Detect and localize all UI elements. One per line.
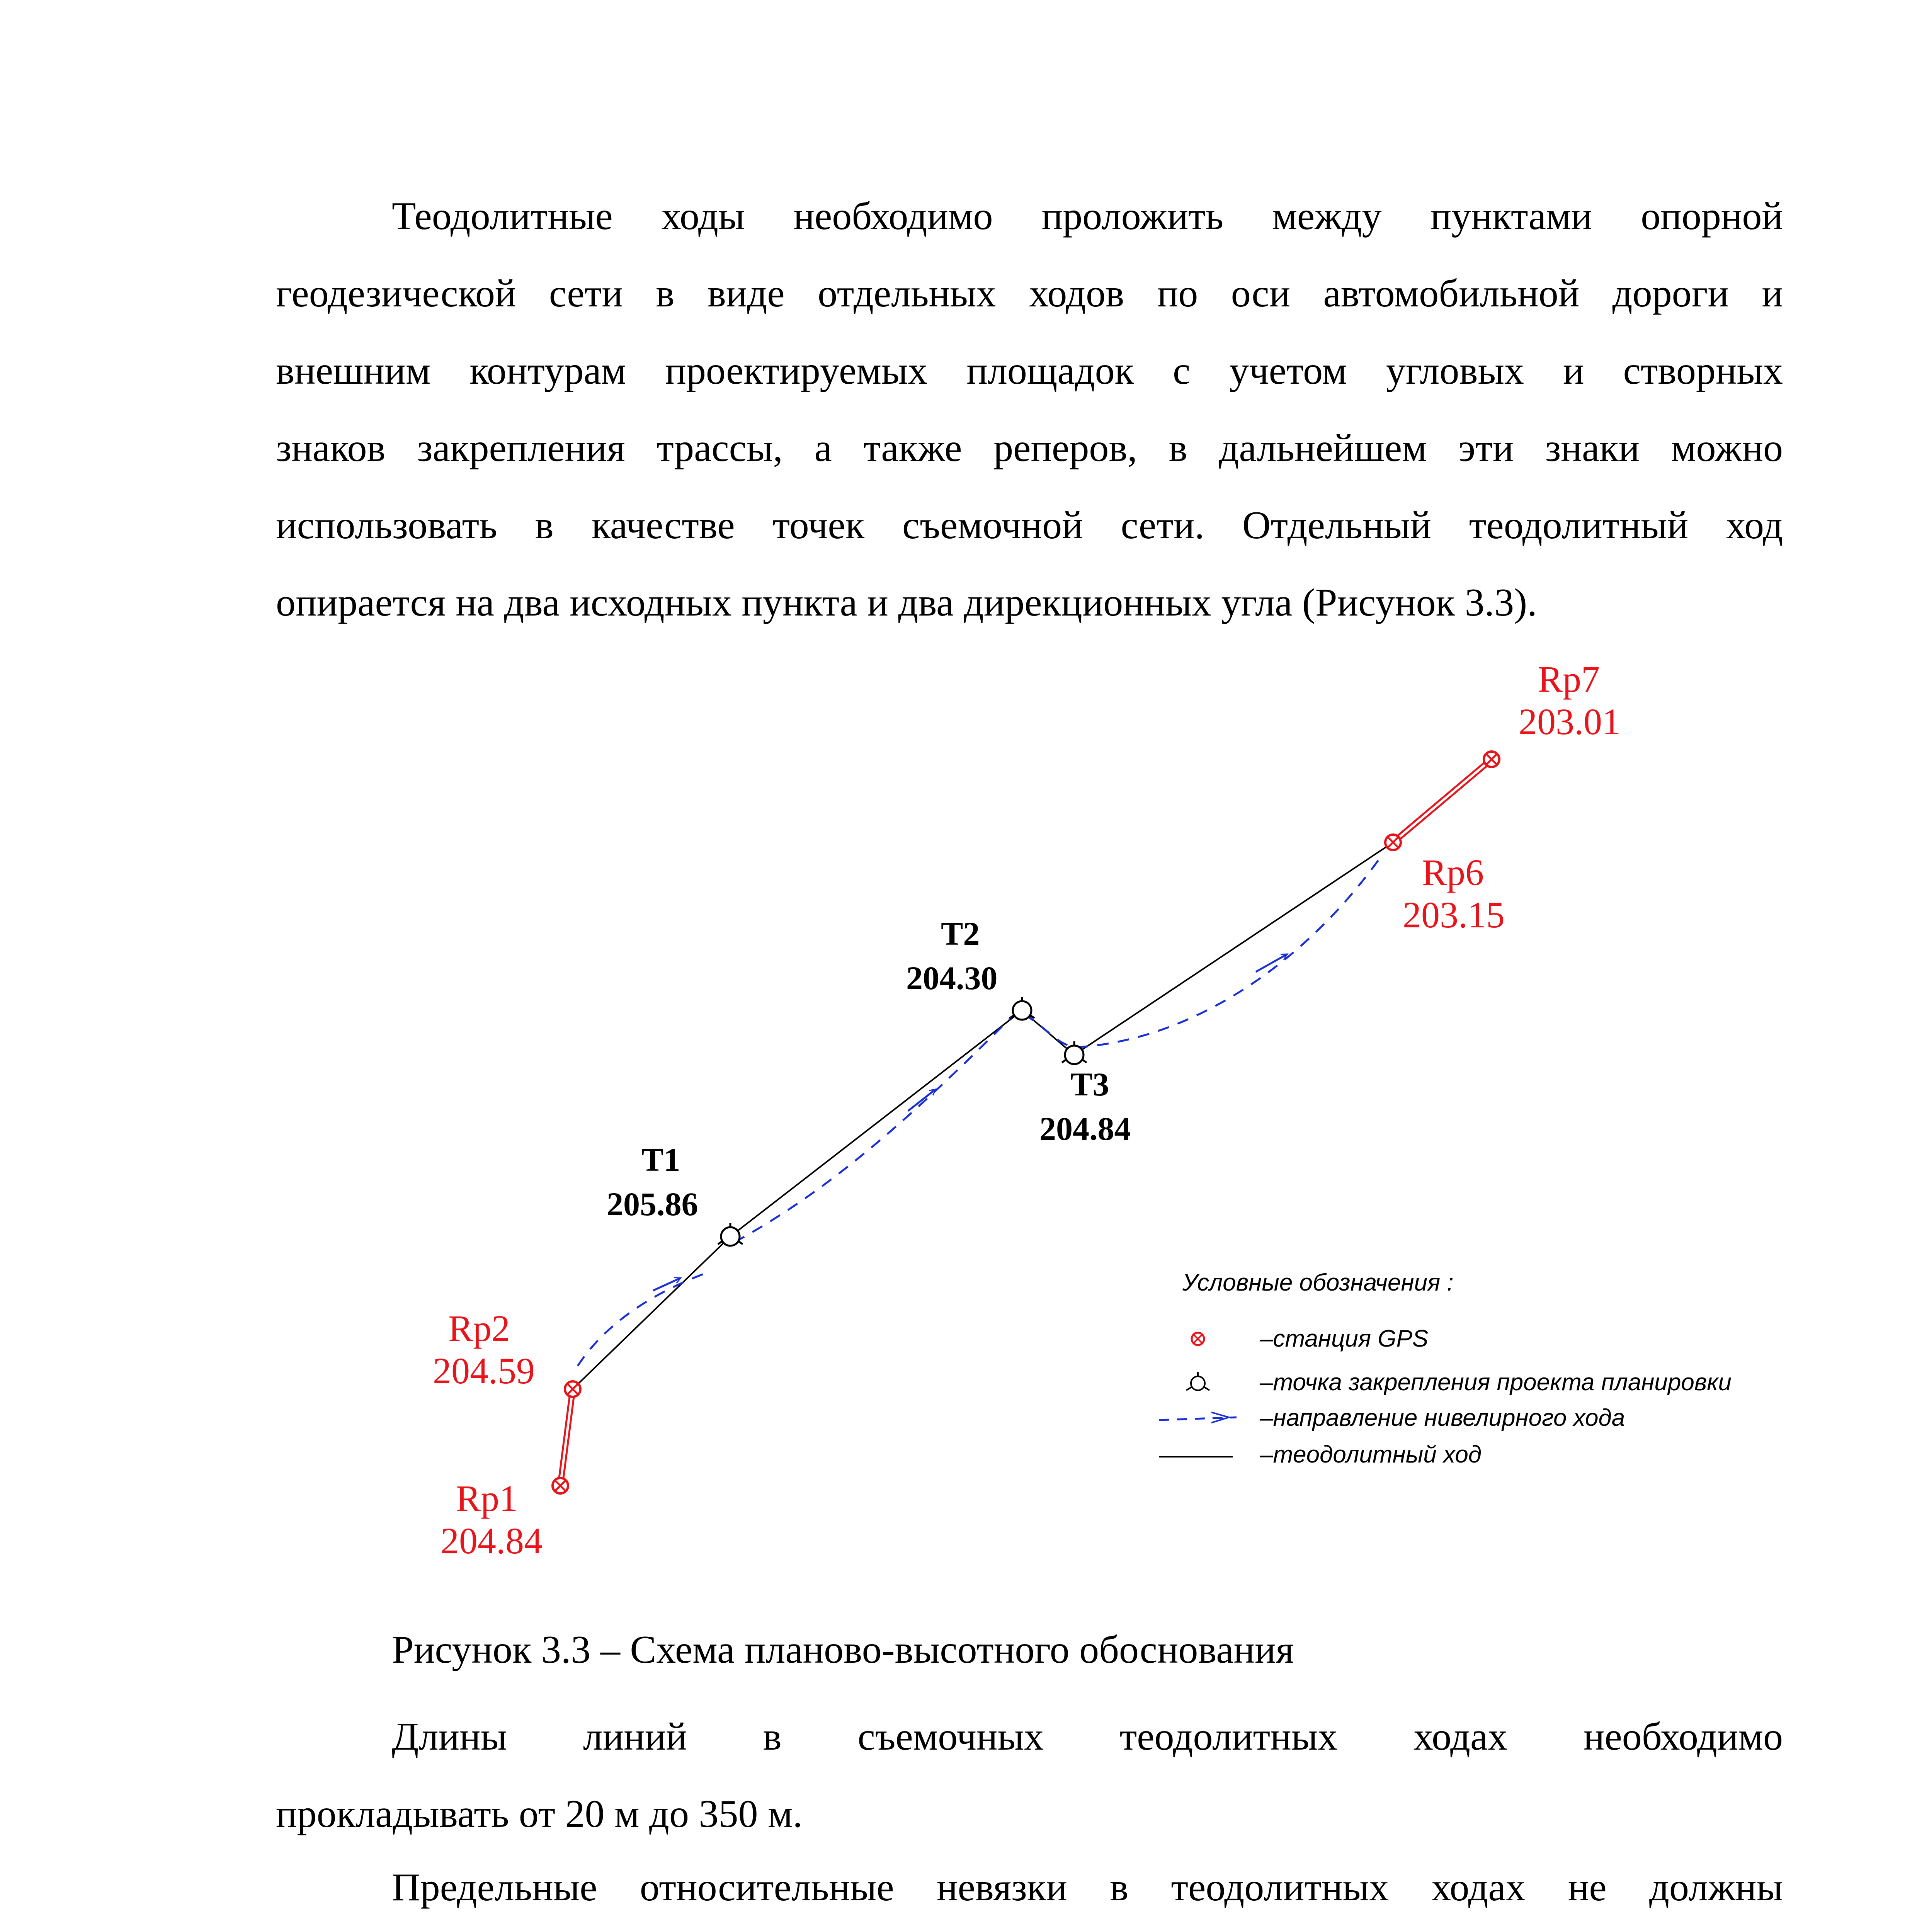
anchor-point-icon <box>718 1223 743 1246</box>
anchor-point-icon <box>1186 1372 1209 1390</box>
survey-scheme-svg <box>425 657 1778 1577</box>
text-line: геодезической сети в виде отдельных ходов по оси автомобильной дороги и <box>276 272 1783 315</box>
text-line: использовать в качестве точек съемочной сети. Отдельный теодолитный ход <box>276 503 1783 547</box>
theodolite-traverse-line <box>573 842 1393 1389</box>
leveling-route-segment-3 <box>1024 856 1381 1047</box>
point-label-rp6-name: Rp6 <box>1422 852 1484 893</box>
dashed-arrow-icon <box>1159 1412 1237 1423</box>
text-line: Длины линий в съемочных теодолитных ходах необходимо <box>392 1715 1783 1759</box>
point-label-rp2-name: Rp2 <box>448 1308 510 1349</box>
point-label-t2-name: T2 <box>941 915 980 952</box>
legend-item-leveling: –направление нивелирного хода <box>1260 1405 1625 1431</box>
text-line: прокладывать от 20 м до 350 м. <box>276 1792 803 1836</box>
point-label-t3-name: T3 <box>1070 1066 1109 1103</box>
point-label-rp1-elevation: 204.84 <box>441 1520 543 1561</box>
gps-station-icon <box>553 1478 568 1493</box>
point-label-rp6-elevation: 203.15 <box>1403 894 1505 935</box>
legend-item-gps: –станция GPS <box>1260 1325 1429 1352</box>
point-label-rp2-elevation: 204.59 <box>433 1350 535 1391</box>
gps-station-icon <box>1192 1333 1204 1345</box>
leveling-arrow <box>908 1090 935 1111</box>
text-line: внешним контурам проектируемых площадок с учетом угловых и створных <box>276 349 1783 393</box>
gps-station-icon <box>565 1381 580 1397</box>
text-line <box>276 1926 1783 1932</box>
point-label-t1-elevation: 205.86 <box>607 1185 698 1223</box>
point-label-t3-elevation: 204.84 <box>1039 1110 1131 1147</box>
survey-scheme-figure <box>425 657 1778 1577</box>
gps-station-icon <box>1484 752 1499 767</box>
text-line: знаков закрепления трассы, а также реперов, в дальнейшем эти знаки можно <box>276 426 1783 470</box>
leveling-route-segment-1 <box>578 1271 711 1366</box>
gps-baseline-rp1-rp2 <box>560 1389 573 1486</box>
point-label-t2-elevation: 204.30 <box>906 959 998 997</box>
gps-station-icon <box>1385 835 1401 850</box>
legend-item-anchor: –точка закрепления проекта планировки <box>1260 1369 1732 1396</box>
point-label-rp7-name: Rp7 <box>1538 658 1600 700</box>
text-line: Предельные относительные невязки в теодолитных ходах не должны <box>392 1866 1783 1909</box>
point-label-rp7-elevation: 203.01 <box>1519 701 1621 742</box>
legend-title: Условные обозначения : <box>1182 1269 1454 1296</box>
point-label-t1-name: T1 <box>641 1141 680 1178</box>
paragraph-line-lengths <box>276 1698 1783 1853</box>
paragraph-tolerances <box>276 1849 1783 1932</box>
paragraph-intro <box>276 178 1783 641</box>
anchor-point-icon <box>1010 997 1034 1020</box>
gps-baseline-rp6-rp7 <box>1393 759 1492 842</box>
figure-caption: Рисунок 3.3 – Схема планово-высотного обоснования <box>392 1628 1294 1672</box>
legend-item-traverse: –теодолитный ход <box>1260 1441 1482 1468</box>
text-line: Теодолитные ходы необходимо проложить между пунктами опорной <box>392 194 1783 238</box>
legend <box>1159 1269 1732 1468</box>
text-line: опирается на два исходных пункта и два дирекционных угла (Рисунок 3.3). <box>276 581 1537 624</box>
point-label-rp1-name: Rp1 <box>456 1478 518 1519</box>
